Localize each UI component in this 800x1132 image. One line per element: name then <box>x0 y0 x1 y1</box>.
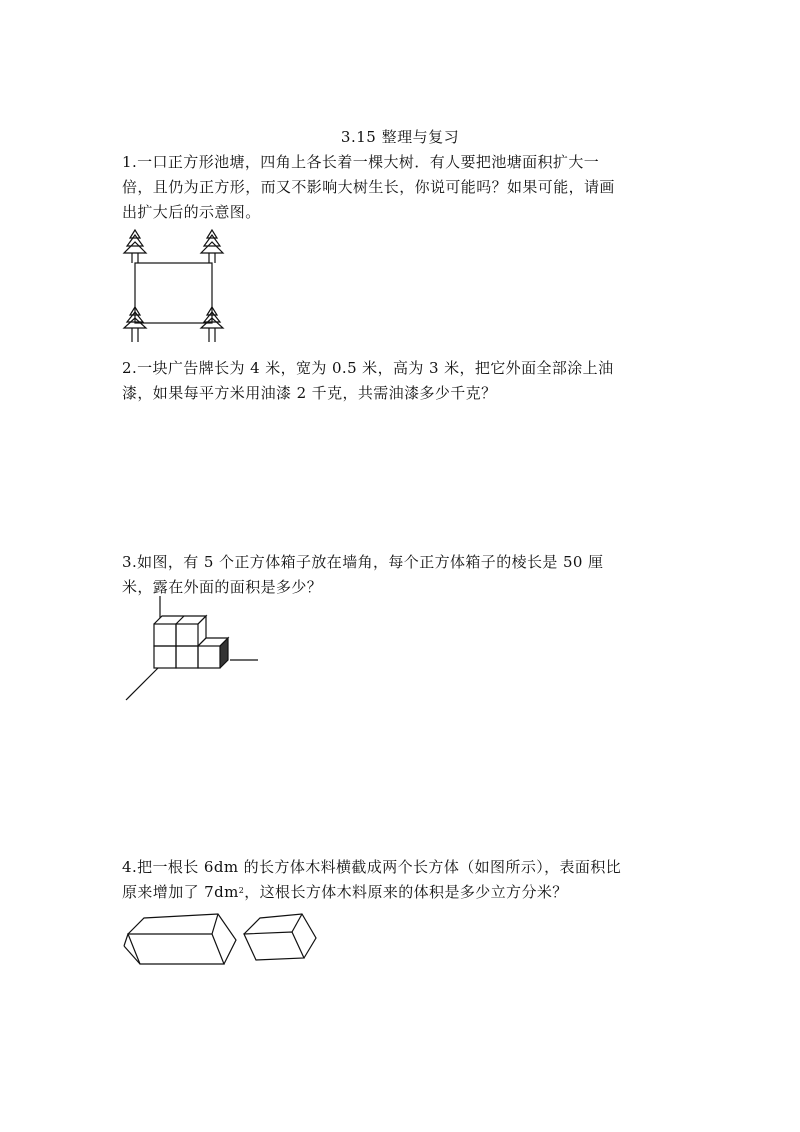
cube-front <box>198 646 220 668</box>
square-exponent: 2 <box>238 886 245 895</box>
cubes-in-corner-figure <box>120 596 260 704</box>
short-cuboid <box>244 914 316 960</box>
problem-1-line-2: 倍，且仍为正方形，而又不影响大树生长，你说可能吗？如果可能，请画 <box>122 178 615 196</box>
floor-front-edge <box>126 668 158 700</box>
problem-2-line-1: 2.一块广告牌长为 4 米，宽为 0.5 米，高为 3 米，把它外面全部涂上油 <box>122 359 614 377</box>
problem-1-line-1: 1.一口正方形池塘，四角上各长着一棵大树．有人要把池塘面积扩大一 <box>122 153 600 171</box>
tree-icon <box>201 307 223 342</box>
cube-front <box>154 646 176 668</box>
problem-4 <box>122 855 682 905</box>
problem-2 <box>122 356 682 406</box>
cube-front <box>176 646 198 668</box>
long-cuboid <box>124 914 236 964</box>
pond-with-trees-figure <box>118 226 242 346</box>
tree-icon <box>124 307 146 342</box>
problem-2-line-2: 漆，如果每平方米用油漆 2 千克，共需油漆多少千克？ <box>122 384 497 402</box>
cube-front <box>154 624 176 646</box>
tree-icon <box>201 230 223 263</box>
pond-square <box>135 263 212 323</box>
tree-icon <box>124 230 146 263</box>
page-title: 3.15 整理与复习 <box>340 128 460 146</box>
two-cuboids-figure <box>120 906 326 970</box>
cube-front <box>176 624 198 646</box>
problem-4-line-2-end: ，这根长方体木料原来的体积是多少立方分米？ <box>244 883 568 901</box>
problem-4-line-2 <box>122 880 682 905</box>
problem-4-line-2-start: 原来增加了 7dm <box>122 883 239 901</box>
problem-3-line-2: 米，露在外面的面积是多少？ <box>122 578 323 596</box>
problem-1 <box>122 150 682 225</box>
problem-3 <box>122 550 682 600</box>
problem-4-line-1: 4.把一根长 6dm 的长方体木料横截成两个长方体（如图所示），表面积比 <box>122 858 622 876</box>
problem-3-line-1: 3.如图，有 5 个正方体箱子放在墙角，每个正方体箱子的棱长是 50 厘 <box>122 553 604 571</box>
problem-1-line-3: 出扩大后的示意图。 <box>122 203 261 221</box>
